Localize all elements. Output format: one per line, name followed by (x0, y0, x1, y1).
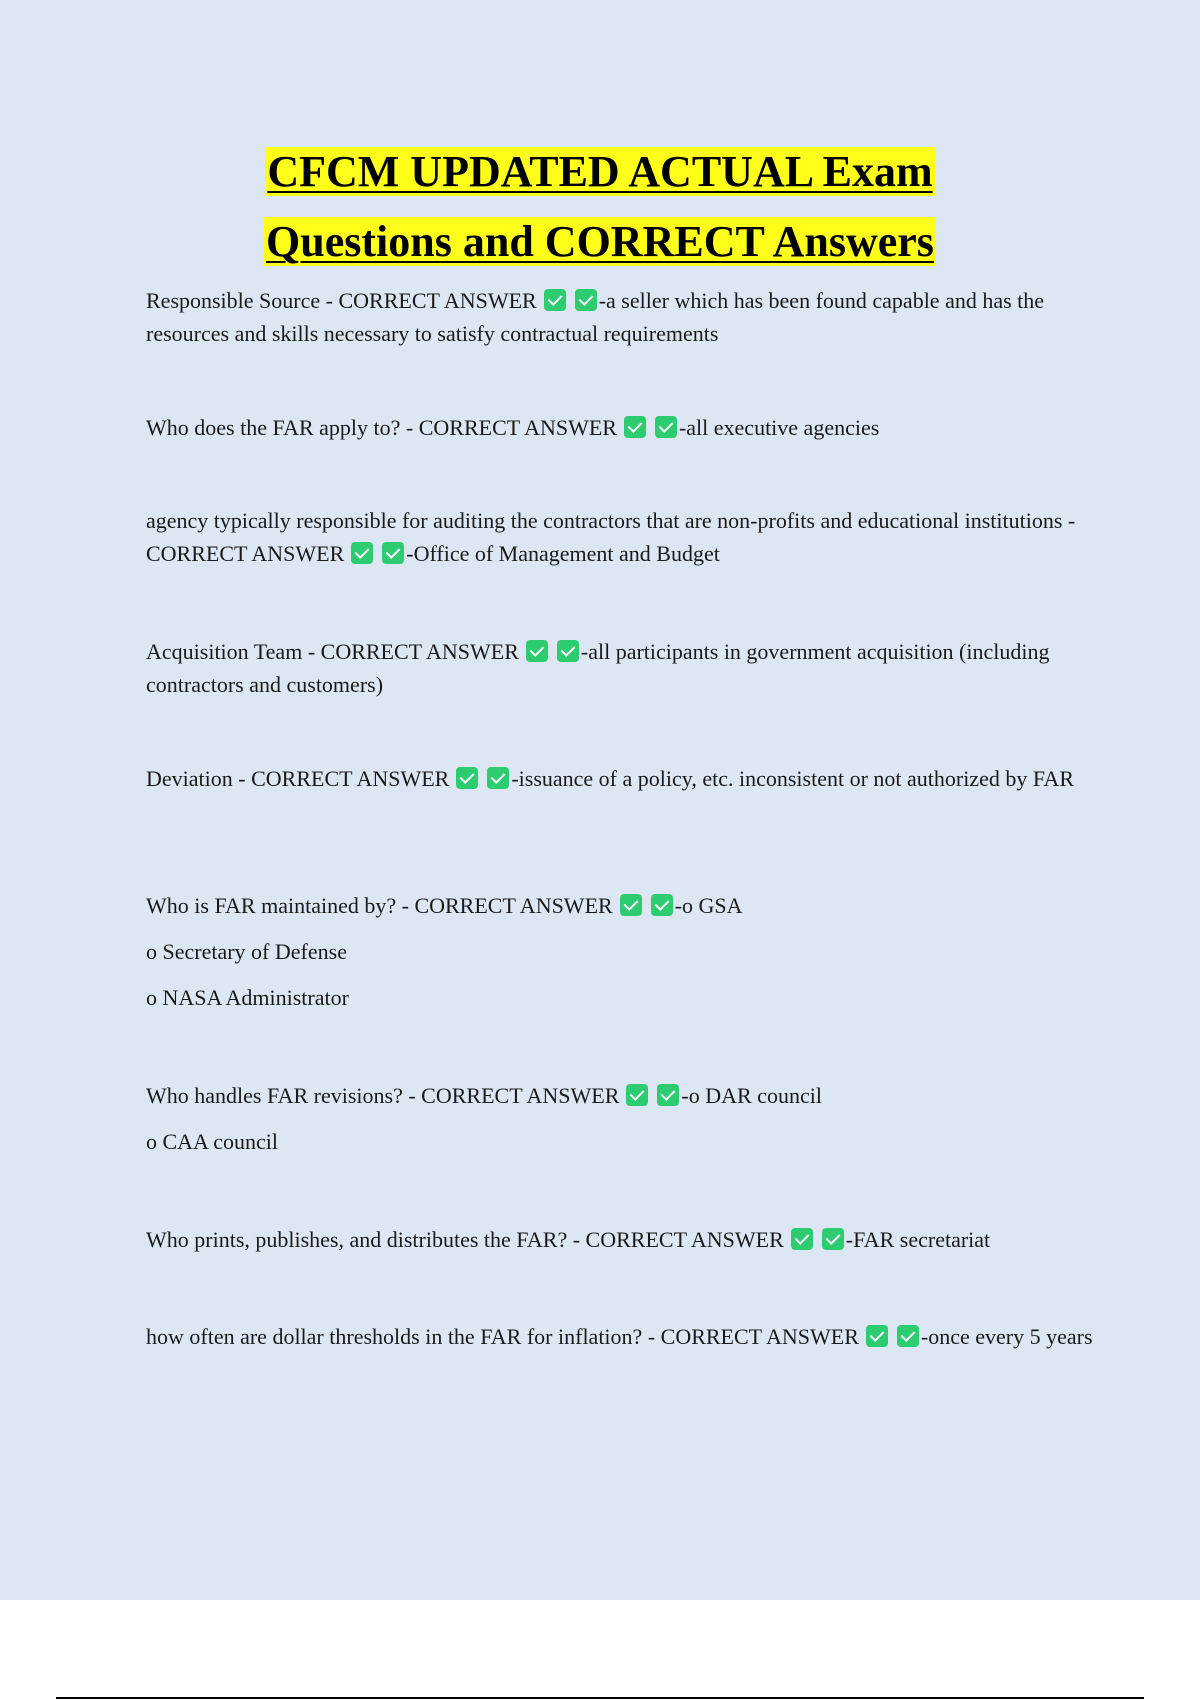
check-mark-icon (655, 416, 677, 438)
question-text: Who handles FAR revisions? (146, 1083, 403, 1108)
qa-item (146, 411, 1096, 444)
answer-text: -a seller which has been found capable and has the resources and skills necessary to satisfy contractual requirements (146, 288, 1045, 346)
qa-text (146, 1320, 1096, 1353)
document-title (0, 142, 1200, 282)
qa-item (146, 1079, 1096, 1158)
qa-text (146, 504, 1096, 570)
answer-subitem: o Secretary of Defense (146, 939, 347, 964)
check-mark-icon (791, 1228, 813, 1250)
qa-item (146, 762, 1096, 795)
check-mark-icon (575, 289, 597, 311)
answer-text: -Office of Management and Budget (406, 541, 720, 566)
check-mark-icon (526, 640, 548, 662)
question-text: Responsible Source (146, 288, 321, 313)
qa-item (146, 635, 1096, 701)
check-mark-icon (557, 640, 579, 662)
answer-marker: - CORRECT ANSWER (401, 893, 613, 918)
answer-text: -o DAR council (681, 1083, 822, 1108)
check-mark-icon (822, 1228, 844, 1250)
answer-text: -o GSA (674, 893, 743, 918)
check-mark-icon (382, 542, 404, 564)
title-line-2: Questions and CORRECT Answers (266, 217, 934, 266)
question-text: Deviation (146, 766, 233, 791)
question-text: Who does the FAR apply to? (146, 415, 401, 440)
answer-marker: - CORRECT ANSWER (572, 1227, 784, 1252)
check-mark-icon (620, 894, 642, 916)
answer-subitem: o NASA Administrator (146, 985, 349, 1010)
answer-subitem: o CAA council (146, 1129, 278, 1154)
answer-text: -once every 5 years (920, 1324, 1093, 1349)
check-mark-icon (657, 1084, 679, 1106)
qa-item (146, 1320, 1096, 1353)
qa-text (146, 1079, 1096, 1112)
answer-marker: - CORRECT ANSWER (238, 766, 450, 791)
answer-marker: - CORRECT ANSWER (405, 415, 617, 440)
qa-text (146, 284, 1096, 350)
check-mark-icon (487, 767, 509, 789)
answer-marker: - CORRECT ANSWER (307, 639, 519, 664)
answer-marker: - CORRECT ANSWER (325, 288, 537, 313)
answer-text: -FAR secretariat (845, 1227, 991, 1252)
answer-text: -all executive agencies (678, 415, 880, 440)
check-mark-icon (351, 542, 373, 564)
check-mark-icon (544, 289, 566, 311)
qa-text (146, 411, 1096, 444)
check-mark-icon (866, 1325, 888, 1347)
answer-marker: - CORRECT ANSWER (647, 1324, 859, 1349)
question-text: how often are dollar thresholds in the FAR for inflation? (146, 1324, 643, 1349)
qa-item (146, 889, 1096, 1014)
qa-text (146, 635, 1096, 701)
answer-text: -issuance of a policy, etc. inconsistent or not authorized by FAR (511, 766, 1075, 791)
footer-rule (56, 1697, 1144, 1699)
qa-text (146, 762, 1096, 795)
qa-item (146, 284, 1096, 350)
question-text: Acquisition Team (146, 639, 303, 664)
check-mark-icon (626, 1084, 648, 1106)
title-line-1: CFCM UPDATED ACTUAL Exam (267, 147, 933, 196)
check-mark-icon (624, 416, 646, 438)
check-mark-icon (651, 894, 673, 916)
qa-text (146, 889, 1096, 922)
answer-text: -all participants in government acquisition (including contractors and customers) (146, 639, 1050, 697)
question-text: Who prints, publishes, and distributes the FAR? (146, 1227, 568, 1252)
question-text: agency typically responsible for auditing the contractors that are non-profits and educational institutions (146, 508, 1063, 533)
qa-text (146, 1223, 1096, 1256)
check-mark-icon (456, 767, 478, 789)
qa-item (146, 504, 1096, 570)
answer-marker: - CORRECT ANSWER (146, 508, 1076, 566)
question-text: Who is FAR maintained by? (146, 893, 397, 918)
answer-marker: - CORRECT ANSWER (408, 1083, 620, 1108)
check-mark-icon (897, 1325, 919, 1347)
qa-item (146, 1223, 1096, 1256)
